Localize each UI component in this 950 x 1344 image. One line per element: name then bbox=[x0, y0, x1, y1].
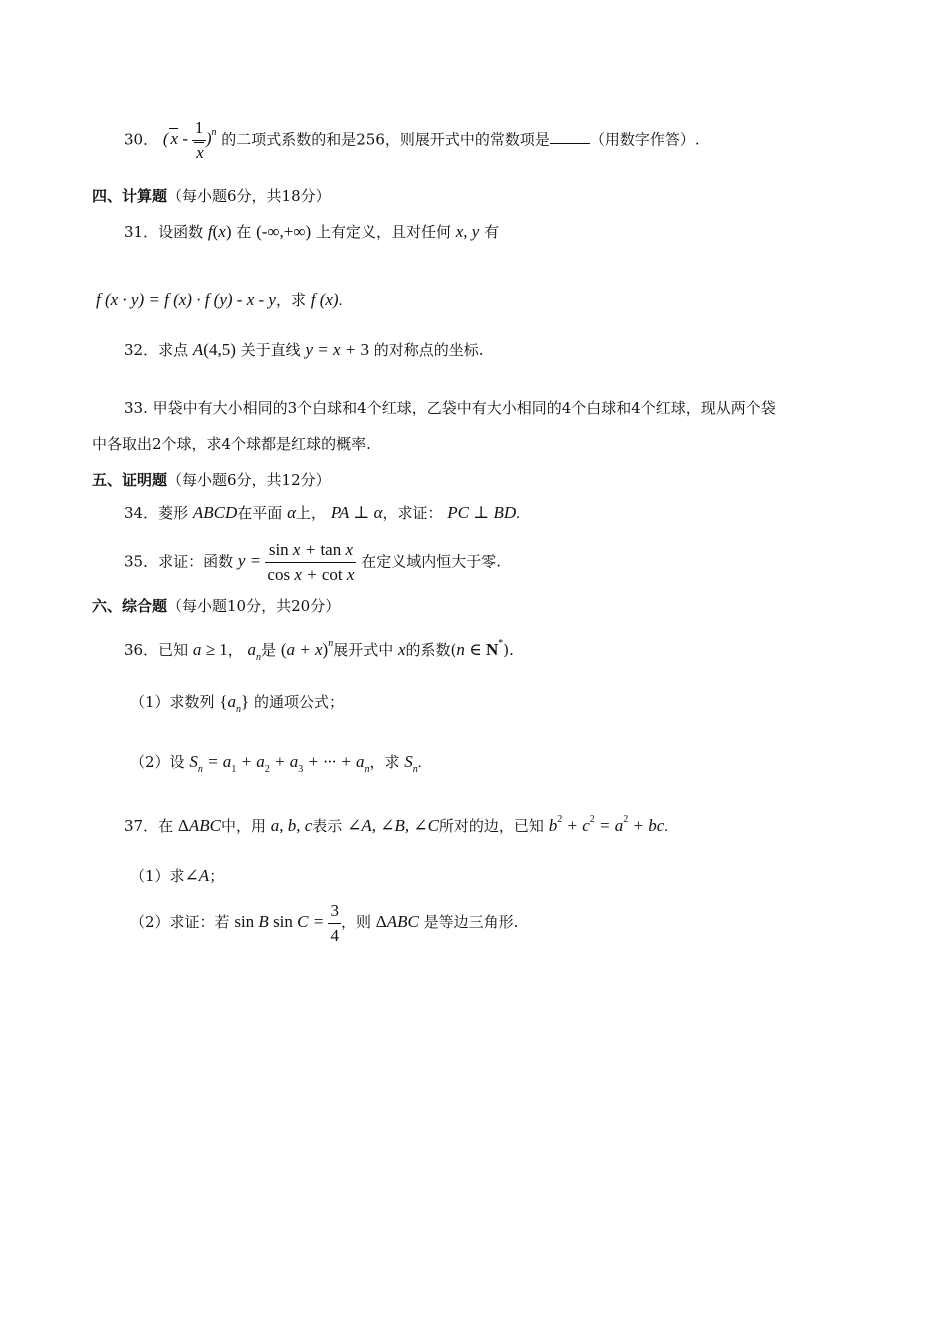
formula: PC ⊥ BD bbox=[447, 503, 517, 522]
formula: ∠A, ∠B, ∠C bbox=[347, 816, 439, 835]
question-text: 的二项式系数的和是256，则展开式中的常数项是 bbox=[221, 130, 550, 149]
question-text: （2）设 bbox=[130, 753, 185, 771]
formula: (-∞,+∞) bbox=[256, 222, 312, 241]
question-text: ). bbox=[503, 641, 514, 659]
question-text: 在定义域内恒大于零. bbox=[361, 552, 502, 571]
question-text: 是等边三角形. bbox=[423, 913, 519, 931]
formula: $a_n$ bbox=[247, 640, 262, 663]
question-text: 已知 bbox=[158, 641, 189, 659]
section-5-heading bbox=[92, 470, 331, 490]
question-number: 30． bbox=[124, 130, 159, 149]
question-text: 求证：函数 bbox=[158, 552, 234, 571]
formula: n ∈ N* bbox=[456, 638, 504, 659]
section-title: 四、计算题 bbox=[92, 187, 168, 205]
question-text: ， bbox=[227, 641, 243, 659]
question-number: 32． bbox=[124, 341, 159, 359]
question-text: 在平面 bbox=[237, 504, 283, 522]
question-36-part-1 bbox=[130, 692, 344, 720]
section-title: 五、证明题 bbox=[92, 471, 168, 489]
formula: x, y bbox=[455, 222, 480, 241]
section-note: （每小题10分，共20分） bbox=[167, 597, 341, 615]
section-note: （每小题6分，共12分） bbox=[167, 471, 331, 489]
question-number: 34． bbox=[124, 504, 159, 522]
question-text: 设函数 bbox=[158, 223, 204, 241]
formula: a ≥ 1 bbox=[192, 640, 228, 659]
question-text: ，求 bbox=[275, 291, 306, 309]
question-33-line-1: 33. 甲袋中有大小相同的3个白球和4个红球，乙袋中有大小相同的4个白球和4个红球，现从两个袋 bbox=[124, 399, 776, 417]
question-33-line-2: 中各取出2个球，求4个球都是红球的概率. bbox=[92, 435, 371, 453]
question-text: 中，用 bbox=[220, 817, 266, 835]
question-36-part-2: （2）设 $S_n = a_1 + a_2 + a_3$ + ··· + $a_n$，求 $S_n$. bbox=[130, 752, 422, 775]
formula: $S_n = a_1 + a_2 + a_3$ + ··· + $a_n$ bbox=[189, 752, 370, 775]
question-number: 37． bbox=[124, 817, 159, 835]
formula: ABCD bbox=[192, 503, 238, 522]
formula: f bbox=[207, 222, 213, 241]
question-number: 31． bbox=[124, 223, 159, 241]
question-37-part-2 bbox=[130, 900, 518, 946]
question-text: ，求 bbox=[369, 753, 400, 771]
section-6-heading bbox=[92, 596, 340, 616]
question-text: 在 bbox=[158, 817, 174, 835]
question-31-cont: f (x · y) = f (x) · f (y) - x - y，求 f (x). bbox=[96, 290, 343, 309]
question-37-part-1: （1）求∠A； bbox=[130, 866, 225, 885]
question-text: 表示 bbox=[312, 817, 343, 835]
formula: ΔABC bbox=[177, 816, 221, 835]
question-30 bbox=[124, 118, 700, 163]
formula: $S_n$ bbox=[404, 752, 418, 775]
question-32 bbox=[124, 340, 484, 360]
question-text: ，则 bbox=[340, 913, 371, 931]
question-text: （用数字作答）. bbox=[589, 130, 700, 149]
question-text: 上， bbox=[296, 504, 327, 522]
question-number: 35． bbox=[124, 552, 159, 571]
formula: ∠A bbox=[184, 866, 210, 885]
question-text: 有 bbox=[484, 223, 500, 241]
question-text: 的对称点的坐标. bbox=[373, 341, 484, 359]
question-36 bbox=[124, 634, 514, 668]
question-text: ，求证： bbox=[382, 504, 443, 522]
section-note: （每小题6分，共18分） bbox=[167, 187, 331, 205]
question-text: 菱形 bbox=[158, 504, 189, 522]
formula: ( x - $\frac{1}{x}$ )$^n$ bbox=[162, 118, 217, 162]
answer-blank bbox=[550, 129, 590, 144]
formula: PA ⊥ α bbox=[330, 503, 383, 522]
formula: ΔABC bbox=[375, 912, 419, 931]
question-text: 的系数( bbox=[405, 641, 457, 659]
formula: $\{a_n\}$ bbox=[219, 692, 250, 715]
question-text: （1）求 bbox=[130, 867, 185, 885]
formula: f (x) bbox=[310, 290, 339, 309]
question-text: （2）求证：若 bbox=[130, 913, 230, 931]
formula: A(4,5) bbox=[192, 340, 236, 359]
question-35 bbox=[124, 540, 501, 585]
section-title: 六、综合题 bbox=[92, 597, 168, 615]
question-text: 所对的边，已知 bbox=[438, 817, 544, 835]
question-text: 展开式中 bbox=[333, 641, 394, 659]
question-text: 关于直线 bbox=[240, 341, 301, 359]
question-text: 的通项公式； bbox=[253, 693, 344, 711]
question-text: 是 bbox=[261, 641, 277, 659]
question-text: 求点 bbox=[158, 341, 189, 359]
section-4-heading bbox=[92, 186, 331, 206]
formula: a, b, c bbox=[270, 816, 313, 835]
formula: $b^2 + c^2 = a^2$ + bc bbox=[548, 814, 665, 835]
formula: $(a + x)^n$ bbox=[280, 638, 334, 659]
question-text: 在 bbox=[236, 223, 252, 241]
formula: y = $\frac{\text{sin x + tan x}}{\text{cos x + cot x}}$ bbox=[237, 540, 355, 584]
question-text: （1）求数列 bbox=[130, 693, 215, 711]
question-37: 37．在 ΔABC中，用 a, b, c表示 ∠A, ∠B, ∠C所对的边，已知 $b^2 + c^2 = a^2$ + bc. bbox=[124, 814, 669, 835]
question-text: 上有定义，且对任何 bbox=[315, 223, 451, 241]
formula: f (x · y) = f (x) · f (y) - x - y bbox=[96, 290, 276, 309]
question-number: 36． bbox=[124, 641, 159, 659]
formula: sin B sin C = $\frac{3}{4}$ bbox=[234, 900, 339, 945]
formula: x bbox=[398, 640, 406, 659]
formula: α bbox=[287, 503, 297, 522]
question-34: 34．菱形 ABCD在平面 α上， PA ⊥ α，求证： PC ⊥ BD. bbox=[124, 503, 520, 522]
formula: y = x + 3 bbox=[305, 340, 369, 359]
question-31: 31．设函数 f(x) 在 (-∞,+∞) 上有定义，且对任何 x, y 有 bbox=[124, 222, 500, 241]
